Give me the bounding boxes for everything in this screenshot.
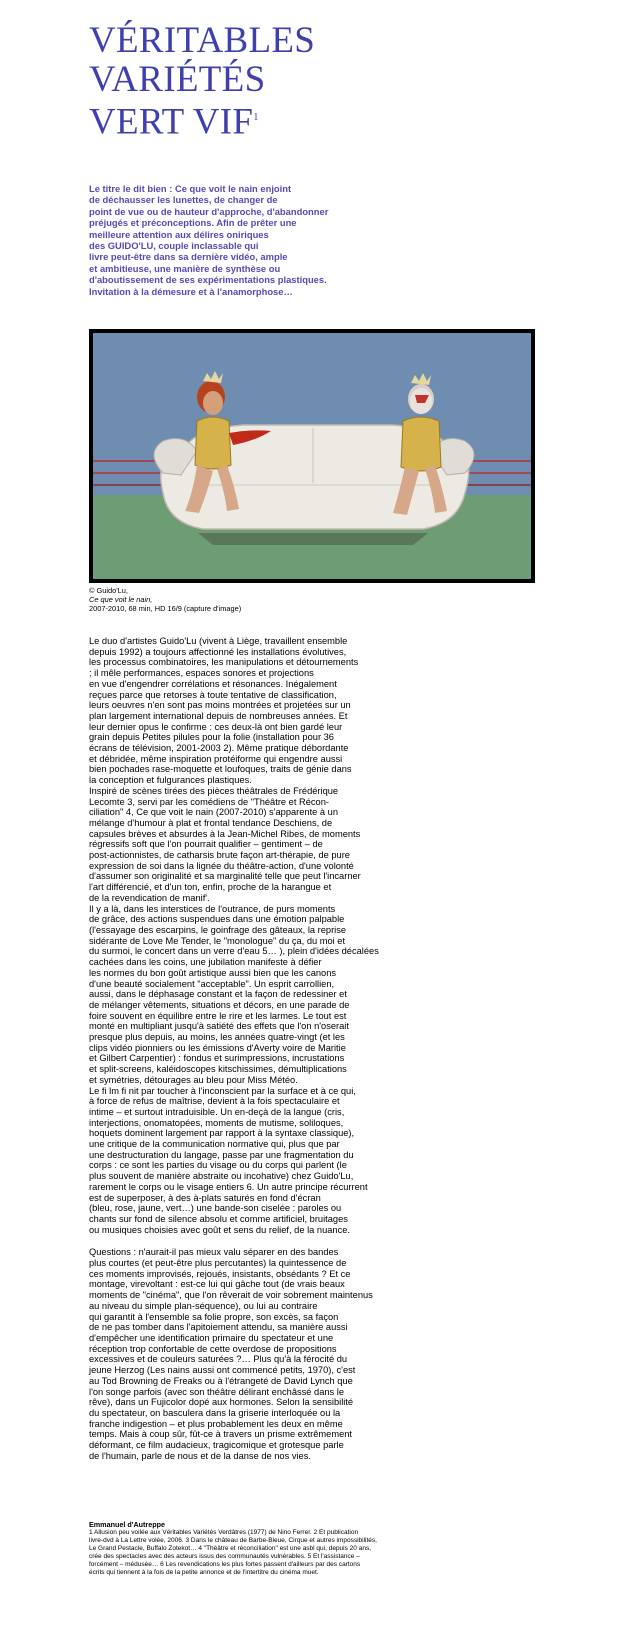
film-still-image <box>89 329 535 583</box>
footnote-line: livre-dvd à La Lettre volée, 2006. 3 Dans le château de Barbe-Bleue, Cirque et autres impossibilités, <box>89 1536 377 1544</box>
article-line: grain depuis Petites pilules pour la folie (installation pour 36 <box>89 732 334 743</box>
article-line: intime – et surtout intraduisible. Un en-deçà de la langue (cris, <box>89 1106 345 1117</box>
article-line: hoquets dominent largement par rapport à la syntaxe classique), <box>89 1128 355 1139</box>
article-title <box>89 22 449 142</box>
footnote-line: 1 Allusion peu voilée aux Véritables Variétés Verdâtres (1977) de Nino Ferrer. 2 Et publication <box>89 1529 359 1536</box>
caption-details: 2007-2010, 68 min, HD 16/9 (capture d'image) <box>89 604 242 614</box>
article-line: d'assumer son originalité et sa marginalité telle que peut l'incarner <box>89 871 361 882</box>
article-line: réception trop confortable de cette overdose de propositions <box>89 1343 337 1354</box>
article-line: rêve), dans un Fujicolor dopé aux hormones. Selon la sensibilité <box>89 1397 354 1408</box>
article-line: d'une beauté socialement "acceptable". Un esprit carrollien, <box>89 978 335 989</box>
article-line: excessives et de couleurs saturées ?… Plus qu'à la férocité du <box>89 1354 348 1365</box>
article-line: est de superposer, à des à-plats saturés en fond d'écran <box>89 1192 321 1203</box>
article-line: foire souvent en équilibre entre le rire et les larmes. Le tout est <box>89 1010 347 1021</box>
article-paragraph-2 <box>89 1247 389 1461</box>
article-line: de la revendication de manif'. <box>89 892 210 903</box>
title-line-1: VÉRITABLES <box>89 20 316 61</box>
article-line: au Tod Browning de Freaks ou à l'étrangeté de David Lynch que <box>89 1375 353 1386</box>
film-still-illustration <box>93 333 531 579</box>
article-line: les normes du bon goût artistique aussi bien que les canons <box>89 967 337 978</box>
article-line: post-actionnistes, de catharsis brute façon art-thérapie, de pure <box>89 850 350 861</box>
footnote-line: forcément – médusée… 6 Les revendications les plus fortes passent d'ailleurs par des cartons <box>89 1560 361 1568</box>
article-line: une destructuration du langage, passe par une fragmentation du <box>89 1149 354 1160</box>
article-line: (bleu, rose, jaune, vert…) une bande-son ciselée : paroles ou <box>89 1203 342 1214</box>
article-line: de mélanger vêtements, situations et décors, en une parade de <box>89 999 350 1010</box>
article-line: ; il mêle performances, espaces sonores et projections <box>89 668 314 679</box>
article-line: mélange d'humour à plat et frontal tendance Deschiens, de <box>89 817 333 828</box>
article-line: rarement le corps ou le visage entiers 6. Un autre principe récurrent <box>89 1181 368 1192</box>
article-line: franche indigestion – et plus probablement les deux en même <box>89 1418 343 1429</box>
article-line: plus courtes (et peut-être plus percutantes) la quintessence de <box>89 1258 347 1269</box>
footnote-line: Le Grand Pestacle, Buffalo Zotekot… 4 "Théâtre et réconciliation" est une asbl qui, depuis 20 ans, <box>89 1544 371 1552</box>
article-line: monté en multipliant jusqu'à satiété des effets que l'on n'oserait <box>89 1021 349 1032</box>
article-line: (l'essayage des escarpins, le goinfrage des gâteaux, la reprise <box>89 924 347 935</box>
article-line: jeune Herzog (Les nains aussi ont commencé petits, 1970), c'est <box>89 1365 356 1376</box>
image-caption <box>89 586 241 613</box>
article-line: du spectateur, on basculera dans la griserie interloquée ou la <box>89 1407 341 1418</box>
article-line: au niveau du simple plan-séquence), ou lui au contraire <box>89 1300 318 1311</box>
article-line: plus souvent de manière abstraite ou incohative) chez Guido'Lu, <box>89 1171 354 1182</box>
caption-credit: © Guido'Lu, <box>89 586 128 595</box>
article-line: la conception et fulgurances plastiques. <box>89 775 252 786</box>
article-line: Le fi lm fi nit par toucher à l'inconscient par la surface et à ce qui, <box>89 1085 356 1096</box>
article-line: de ne pas tomber dans l'apitoiement attendu, sa manière aussi <box>89 1322 348 1333</box>
article-line: et Gilbert Carpentier) : fondus et surimpressions, incrustations <box>89 1053 345 1064</box>
article-line: en vue d'engendrer corrélations et résonances. Inégalement <box>89 678 337 689</box>
article-line: reçues parce que retorses à toute tentative de classification, <box>89 689 337 700</box>
article-line: montage, virevoltant : est-ce lui qui gâche tout (de vrais beaux <box>89 1279 345 1290</box>
article-line: de l'humain, parle de nous et de la danse de nos vies. <box>89 1450 311 1461</box>
intro-paragraph: Le titre le dit bien : Ce que voit le nain enjoint de déchausser les lunettes, de changer de point de vue ou de hauteur d'approche, d'abandonner préjugés et préconceptions. Afin de prêter une meilleure attention aux délires oniriques des GUIDO'LU, couple inclassable qui livre peut-être dans sa dernière vidéo, ample et ambitieuse, une manière de synthèse ou d'aboutissement de ses expérimentations plastiques. Invitation à la démesure et à l'anamorphose… <box>89 183 329 297</box>
article-line: capsules brèves et absurdes à la Jean-Michel Ribes, de moments <box>89 828 361 839</box>
caption-work-title: Ce que voit le nain, <box>89 595 153 605</box>
footnote-line: écrits qui tiennent à la fois de la petite annonce et de l'intertitre du cinéma muet. <box>89 1568 319 1576</box>
author-name: Emmanuel d'Autreppe <box>89 1520 165 1529</box>
article-line: et débridée, même inspiration protéiforme qui engendre aussi <box>89 753 343 764</box>
article-line: déformant, ce film audacieux, tragicomique et grotesque parle <box>89 1440 344 1451</box>
article-line: sidérante de Love Me Tender, le "monologue" du ça, du moi et <box>89 935 346 946</box>
article-line: l'art différencié, et d'un ton, enfin, proche de la harangue et <box>89 882 332 893</box>
article-line: bien pochades rase-moquette et loufoques, traits de génie dans <box>89 764 352 775</box>
article-line: de grâce, des actions suspendues dans une émotion palpable <box>89 914 345 925</box>
article-line: ou musiques choisies avec goût et sens du relief, de la nuance. <box>89 1224 350 1235</box>
article-line: plan largement international depuis de nombreuses années. Et <box>89 710 348 721</box>
article-line: et symétries, détourages au bleu pour Miss Météo. <box>89 1074 298 1085</box>
article-line: aussi, dans le déphasage constant et la façon de redessiner et <box>89 989 347 1000</box>
article-line: une critique de la communication normative qui, plus que par <box>89 1139 340 1150</box>
article-line: Lecomte 3, servi par les comédiens de "Théâtre et Récon- <box>89 796 329 807</box>
footnotes <box>89 1520 419 1576</box>
title-line-2: VARIÉTÉS <box>89 58 266 100</box>
paragraph-spacer <box>89 1235 389 1247</box>
article-line: clips vidéo pionniers ou les émissions d'Averty voire de Maritie <box>89 1042 346 1053</box>
article-paragraph-1 <box>89 636 389 1235</box>
article-line: leur dernier opus le confirme : ces deux-là ont bien gardé leur <box>89 721 343 732</box>
article-line: à force de refus de maîtrise, devient à la fois spectaculaire et <box>89 1096 340 1107</box>
article-line: Questions : n'aurait-il pas mieux valu séparer en des bandes <box>89 1247 339 1258</box>
article-line: écrans de télévision, 2001-2003 2). Même pratique débordante <box>89 743 349 754</box>
article-line: l'on songe parfois (avec son théâtre délirant enchâssé dans le <box>89 1386 345 1397</box>
article-line: qui garantit à l'ensemble sa folie propre, son excès, sa façon <box>89 1311 339 1322</box>
article-line: du surmoi, le concert dans un verre d'eau 5… ), plein d'idées décalées <box>89 946 379 957</box>
article-line: cachées dans les coins, une jubilation manifeste à défier <box>89 957 322 968</box>
article-line: les processus combinatoires, les manipulations et détournements <box>89 657 359 668</box>
article-line: ciliation" 4, Ce que voit le nain (2007-2010) s'apparente à un <box>89 807 339 818</box>
article-line: leurs oeuvres n'en sont pas moins montrées et projetées sur un <box>89 700 351 711</box>
article-line: interjections, onomatopées, moments de mutisme, soliloques, <box>89 1117 344 1128</box>
article-line: et split-screens, kaléidoscopes kitschissimes, démultiplications <box>89 1064 347 1075</box>
article-line: Inspiré de scènes tirées des pièces théâtrales de Frédérique <box>89 785 339 796</box>
article-line: presque plus depuis, au moins, les années quatre-vingt (et les <box>89 1032 345 1043</box>
article-line: Le duo d'artistes Guido'Lu (vivent à Liège, travaillent ensemble <box>89 636 348 646</box>
article-line: chants sur fond de silence absolu et comme artificiel, bruitages <box>89 1213 348 1224</box>
article-line: régressifs soft que l'on pourrait qualifier – gentiment – de <box>89 839 323 850</box>
article-line: corps : ce sont les parties du visage ou du corps qui parlent (le <box>89 1160 347 1171</box>
footnote-line: crée des spectacles avec des acteurs issus des communautés vulnérables. 5 Et l'assistance – <box>89 1552 360 1560</box>
article-line: Il y a là, dans les interstices de l'outrance, de purs moments <box>89 903 336 914</box>
article-line: d'empêcher une identification primaire du spectateur et une <box>89 1333 334 1343</box>
article-body <box>89 636 389 1461</box>
article-line: temps. Mais à coup sûr, fût-ce à travers un prisme extrêmement <box>89 1429 352 1440</box>
article-line: ces moments improvisés, rejoués, insistants, obsédants ? Et ce <box>89 1268 351 1279</box>
article-line: expression de soi dans la lignée du théâtre-action, d'une volonté <box>89 860 354 871</box>
title-line-3: VERT VIF$^1$ <box>89 101 259 143</box>
article-line: depuis 1992) a toujours affectionné les installations évolutives, <box>89 646 347 657</box>
title-footnote-mark: 1 <box>253 112 259 123</box>
article-line: moments de "cinéma", que l'on rêverait de voir sobrement maintenus <box>89 1290 373 1301</box>
